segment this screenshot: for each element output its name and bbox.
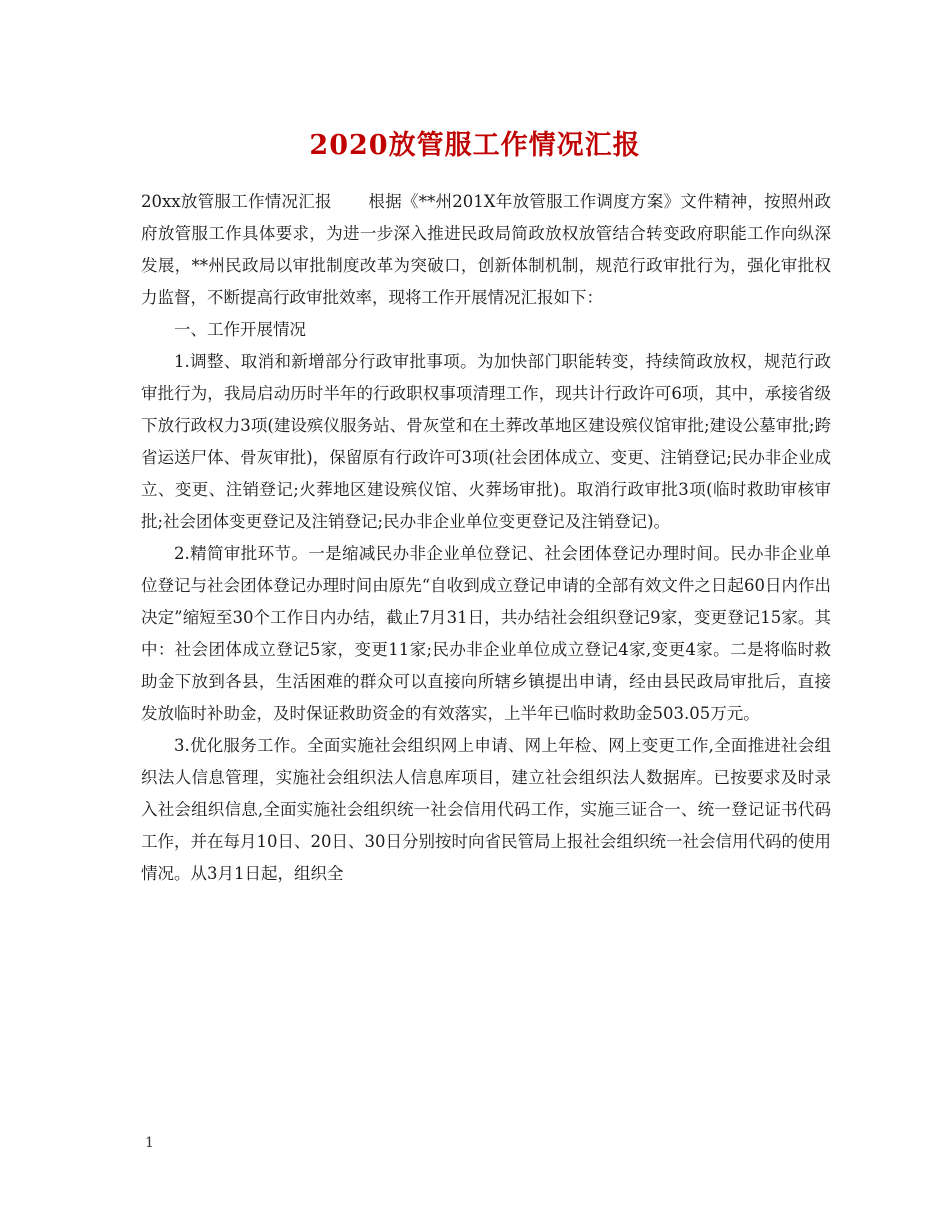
page-number: 1 bbox=[145, 1135, 154, 1151]
paragraph-2: 2.精简审批环节。一是缩减民办非企业单位登记、社会团体登记办理时间。民办非企业单位登记与社会团体登记办理时间由原先“自收到成立登记申请的全部有效文件之日起60日内作出决定”缩短至30个工作日内办结，截止7月31日，共办结社会组织登记9家，变更登记15家。其中：社会团体成立登记5家，变更11家;民办非企业单位成立登记4家,变更4家。二是将临时救助金下放到各县，生活困难的群众可以直接向所辖乡镇提出申请，经由县民政局审批后，直接发放临时补助金，及时保证救助资金的有效落实，上半年已临时救助金503.05万元。 bbox=[141, 544, 831, 723]
paragraph-1: 1.调整、取消和新增部分行政审批事项。为加快部门职能转变，持续简政放权，规范行政审批行为，我局启动历时半年的行政职权事项清理工作，现共计行政许可6项，其中，承接省级下放行政权力3项(建设殡仪服务站、骨灰堂和在土葬改革地区建设殡仪馆审批;建设公墓审批;跨省运送尸体、骨灰审批)，保留原有行政许可3项(社会团体成立、变更、注销登记;民办非企业成立、变更、注销登记;火葬地区建设殡仪馆、火葬场审批)。取消行政审批3项(临时救助审核审批;社会团体变更登记及注销登记;民办非企业单位变更登记及注销登记)。 bbox=[141, 352, 831, 531]
document-body bbox=[141, 186, 831, 890]
section-heading: 一、工作开展情况 bbox=[174, 320, 306, 339]
paragraph-3: 3.优化服务工作。全面实施社会组织网上申请、网上年检、网上变更工作,全面推进社会组织法人信息管理，实施社会组织法人信息库项目，建立社会组织法人数据库。已按要求及时录入社会组织信息,全面实施社会组织统一社会信用代码工作，实施三证合一、统一登记证书代码工作，并在每月10日、20日、30日分别按时向省民管局上报社会组织统一社会信用代码的使用情况。从3月1日起，组织全 bbox=[141, 736, 831, 883]
document-title: 2020放管服工作情况汇报 bbox=[309, 130, 641, 161]
intro-label: 20xx放管服工作情况汇报 bbox=[141, 192, 332, 211]
intro-paragraph bbox=[141, 186, 831, 314]
intro-text: 根据《**州201X年放管服工作调度方案》文件精神，按照州政府放管服工作具体要求，为进一步深入推进民政局简政放权放管结合转变政府职能工作向纵深发展，**州民政局以审批制度改革为突破口，创新体制机制，规范行政审批行为，强化审批权力监督，不断提高行政审批效率，现将工作开展情况汇报如下： bbox=[141, 192, 831, 307]
